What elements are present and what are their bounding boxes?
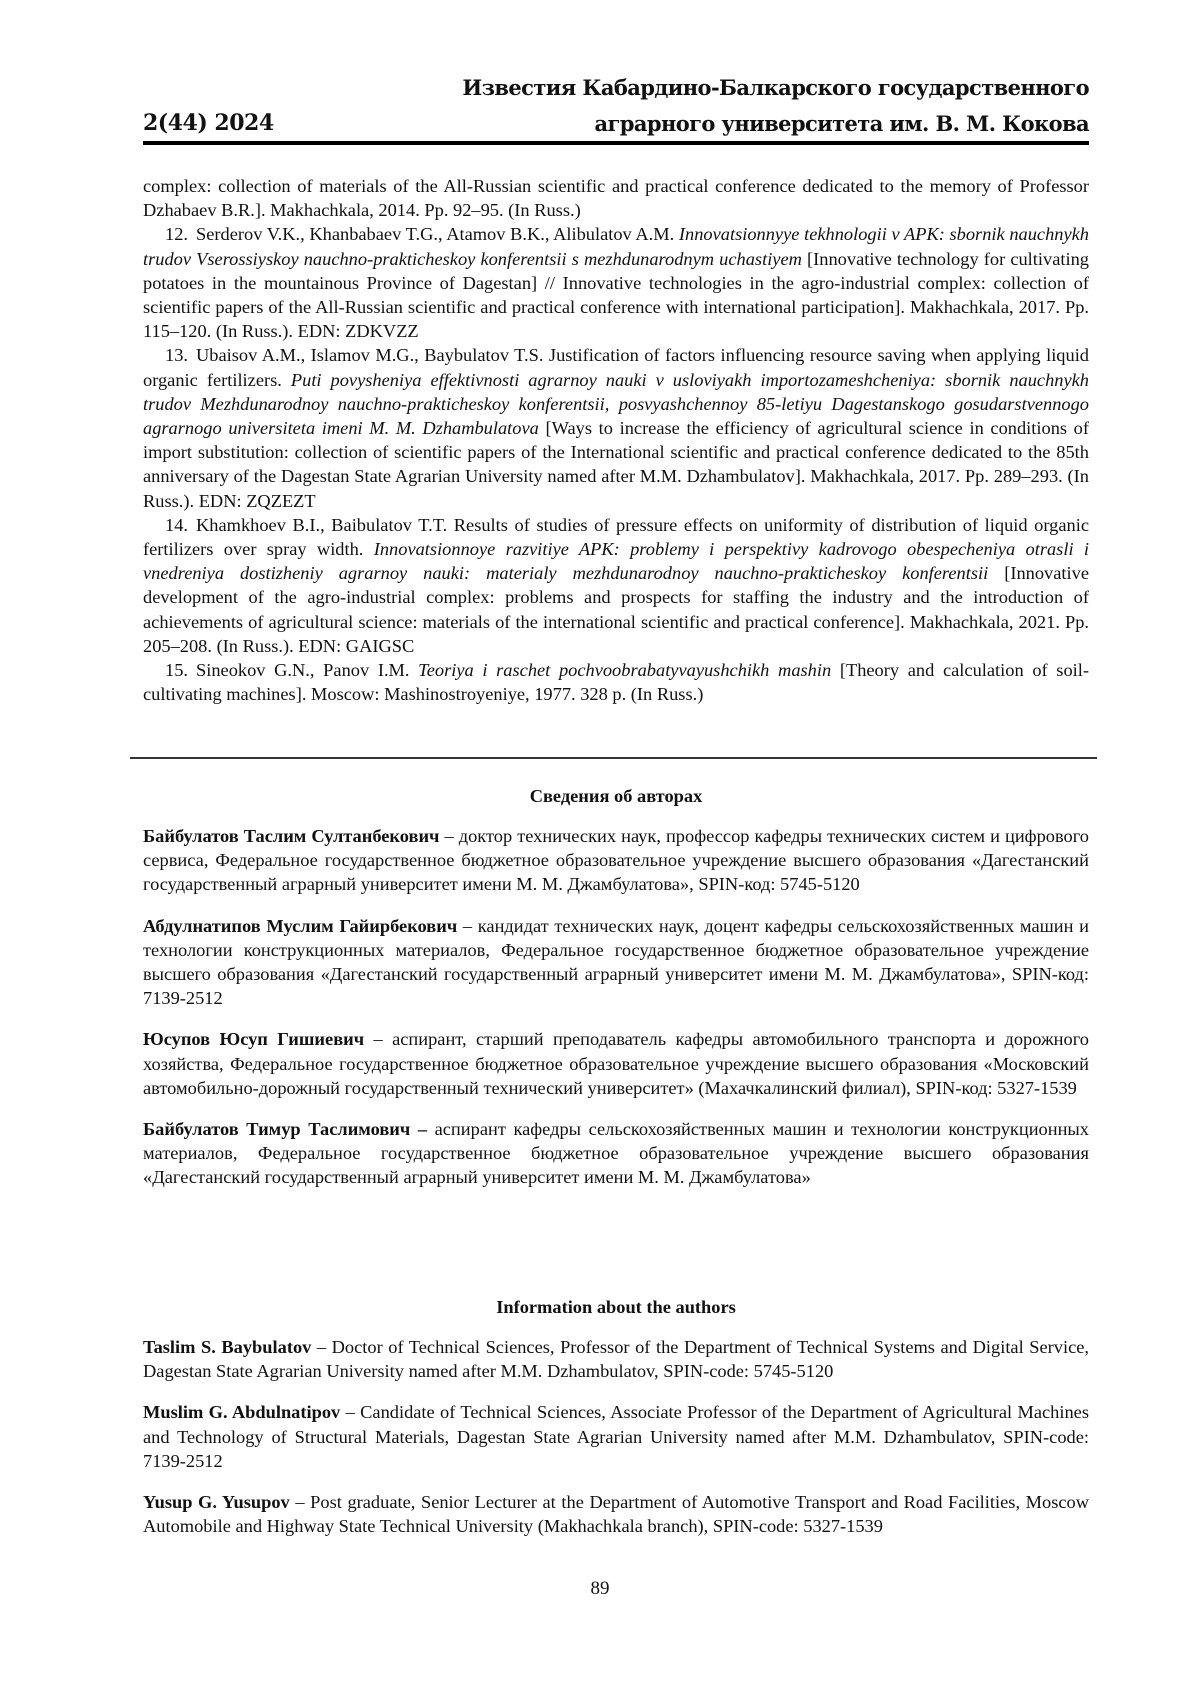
author-name: Yusup G. Yusupov <box>143 1492 290 1513</box>
authors-en-list <box>143 1335 1089 1555</box>
author-info-en <box>143 1400 1089 1473</box>
reference-title: Results of studies of pressure effects on uniformity of distribution of liquid organic fertilizers over spray width. <box>143 514 1089 560</box>
author-name: Байбулатов Тимур Таслимович – <box>143 1119 428 1140</box>
reference-item-13 <box>143 343 1089 512</box>
author-name: Taslim S. Baybulatov <box>143 1337 312 1357</box>
authors-ru-list <box>143 824 1089 1207</box>
reference-italic-title: Teoriya i raschet pochvoobrabatyvayushchikh mashin <box>418 660 832 681</box>
reference-authors: Sineokov G.N., Panov I.M. <box>196 660 419 681</box>
issue-number: 2(44) 2024 <box>143 110 274 136</box>
reference-item-14 <box>143 513 1089 658</box>
authors-ru-heading: Сведения об авторах <box>529 786 703 806</box>
author-info-ru <box>143 1117 1089 1190</box>
reference-details: [Innovative development of the agro-industrial complex: problems and prospects for staffing the industry and the introduction of achievements of agricultural science: materials of the international scientific and practical conference]. Makhachkala, 2021. Pp. 205–208. (In Russ.). EDN: GAIGSC <box>143 563 1089 656</box>
author-name: Байбулатов Таслим Султанбекович <box>143 826 440 846</box>
page-number: 89 <box>590 1578 610 1599</box>
author-description: – доктор технических наук, профессор кафедры технических систем и цифрового сервиса, Федеральное государственное бюджетное образовательное учреждение высшего образования «Дагестанский государственный аграрный университет имени М. М. Джамбулатова», SPIN-код: 5745-5120 <box>143 826 1089 895</box>
reference-authors: Khamkhoev B.I., Baibulatov T.T. <box>196 514 454 535</box>
author-name: Muslim G. Abdulnatipov <box>143 1402 341 1423</box>
author-description: – Post graduate, Senior Lecturer at the Department of Automotive Transport and Road Facilities, Moscow Automobile and Highway State Technical University (Makhachkala branch), SPIN-code: 5327-1539 <box>143 1492 1090 1537</box>
author-info-ru <box>143 1027 1089 1100</box>
reference-number: 15. <box>165 660 188 681</box>
journal-title <box>462 70 1089 142</box>
section-divider <box>130 757 1097 759</box>
reference-list <box>143 174 1089 706</box>
journal-title-line-2: аграрного университета им. В. М. Кокова <box>594 111 1089 136</box>
reference-number: 14. <box>165 514 188 535</box>
running-header <box>143 70 1089 146</box>
reference-italic-title: Innovatsionnoye razvitiye APK: problemy i perspektivy kadrovogo obespecheniya otrasli i vnedreniya dostizheniy agrarnoy nauki: materialy mezhdunarodnoy nauchno-prakticheskoy konferentsii <box>143 539 1089 584</box>
reference-authors: Ubaisov A.M., Islamov M.G., Baybulatov T.S. <box>196 345 549 366</box>
reference-italic-title: Innovatsionnyye tekhnologii v APK: sbornik nauchnykh trudov Vserossiyskoy nauchno-prakticheskoy konferentsii s mezhdunarodnym uchastiyem <box>143 224 1089 269</box>
header-rule <box>143 141 1089 145</box>
reference-item-15 <box>143 658 1089 706</box>
author-info-ru <box>143 824 1089 897</box>
author-info-en <box>143 1490 1089 1538</box>
author-info-en <box>143 1335 1089 1383</box>
author-description: аспирант кафедры сельскохозяйственных машин и технологии конструкционных материалов, Федеральное государственное бюджетное образовательное учреждение высшего образования «Дагестанский государственный аграрный университет имени М. М. Джамбулатова» <box>143 1119 1089 1188</box>
reference-text: complex: collection of materials of the All-Russian scientific and practical conference dedicated to the memory of Professor Dzhabaev B.R.]. Makhachkala, 2014. Pp. 92–95. (In Russ.) <box>143 176 1089 221</box>
reference-item-12 <box>143 222 1089 343</box>
author-name: Юсупов Юсуп Гишиевич <box>143 1029 365 1050</box>
reference-authors: Serderov V.K., Khanbabaev T.G., Atamov B.K., Alibulatov A.M. <box>196 224 679 245</box>
reference-details: [Innovative technology for cultivating potatoes in the mountainous Province of Dagestan] // Innovative technologies in the agro-industrial complex: collection of scientific papers of the All-Russian scientific and practical conference with international participation]. Makhachkala, 2017. Pp. 115–120. (In Russ.). EDN: ZDKVZZ <box>143 248 1089 342</box>
author-description: – аспирант, старший преподаватель кафедры автомобильного транспорта и дорожного хозяйства, Федеральное государственное бюджетное образовательное учреждение высшего образования «Московский автомобильно-дорожный государственный технический университет» (Махачкалинский филиал), SPIN-код: 5327-1539 <box>143 1029 1089 1098</box>
author-info-ru <box>143 914 1089 1011</box>
authors-en-heading: Information about the authors <box>496 1297 736 1317</box>
author-description: – кандидат технических наук, доцент кафедры сельскохозяйственных машин и технологии конструкционных материалов, Федеральное государственное бюджетное образовательное учреждение высшего образования «Дагестанский государственный аграрный университет имени М. М. Джамбулатова», SPIN-код: 7139-2512 <box>143 915 1089 1009</box>
reference-details: [Ways to increase the efficiency of agricultural science in conditions of import substitution: collection of scientific papers of the International scientific and practical conference dedicated to the 85th anniversary of the Dagestan State Agrarian University named after M.M. Dzhambulatov]. Makhachkala, 2017. Pp. 289–293. (In Russ.). EDN: ZQZEZT <box>143 418 1090 511</box>
reference-number: 13. <box>165 345 188 366</box>
reference-italic-title: Puti povysheniya effektivnosti agrarnoy nauki v usloviyakh importozameshcheniya: sbornik nauchnykh trudov Mezhdunarodnoy nauchno-prakticheskoy konferentsii, posvyashchennoy 85-letiyu Dagestanskogo gosudarstvennogo agrarnogo universiteta imeni M. M. Dzhambulatova <box>143 369 1089 439</box>
journal-title-line-1: Известия Кабардино-Балкарского государственного <box>462 75 1089 100</box>
reference-title: Justification of factors influencing resource saving when applying liquid organic fertilizers. <box>143 345 1090 390</box>
author-description: – Doctor of Technical Sciences, Professor of the Department of Technical Systems and Digital Service, Dagestan State Agrarian University named after M.M. Dzhambulatov, SPIN-code: 5745-5120 <box>143 1337 1090 1382</box>
reference-item-continuation <box>143 174 1089 222</box>
reference-number: 12. <box>165 224 188 245</box>
reference-details: [Theory and calculation of soil-cultivating machines]. Moscow: Mashinostroyeniye, 1977. 328 p. (In Russ.) <box>143 660 1090 705</box>
author-name: Абдулнатипов Муслим Гайирбекович <box>143 915 458 936</box>
author-description: – Candidate of Technical Sciences, Associate Professor of the Department of Agricultural Machines and Technology of Structural Materials, Dagestan State Agrarian University named after M.M. Dzhambulatov, SPIN-code: 7139-2512 <box>143 1402 1089 1471</box>
